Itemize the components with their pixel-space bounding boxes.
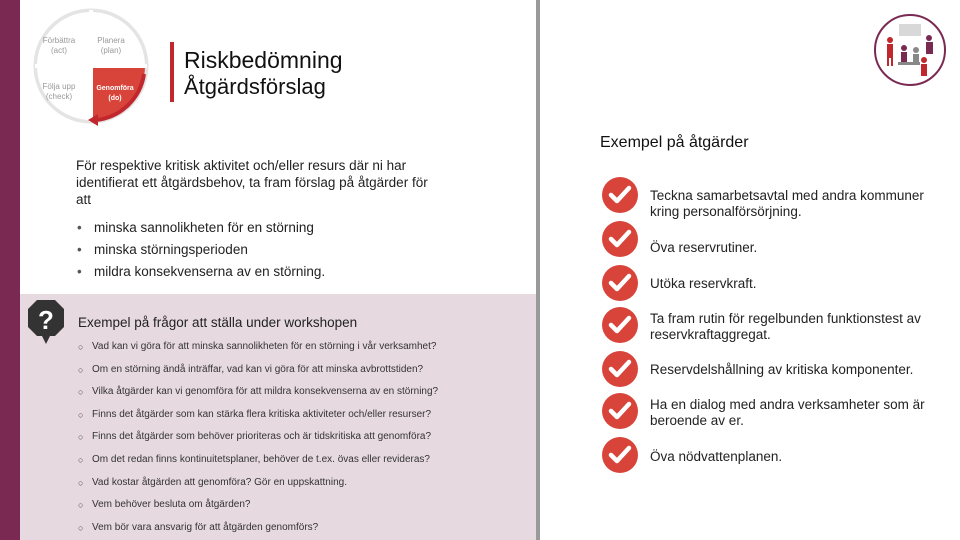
- goal-bullet-item: • minska störningsperioden: [76, 241, 516, 263]
- question-item: ○ Vad kan vi göra för att minska sannolikheten för en störning i vår verksamhet?: [78, 340, 528, 363]
- goal-bullet-item: • mildra konsekvenserna av en störning.: [76, 263, 516, 285]
- left-accent-bar: [0, 0, 20, 540]
- goal-bullet-item: • minska sannolikheten för en störning: [76, 219, 516, 241]
- cycle-label-check: Följa upp (check): [42, 82, 76, 101]
- question-item: ○ Vad kostar åtgärden att genomföra? Gör en uppskattning.: [78, 476, 528, 499]
- intro-text: För respektive kritisk aktivitet och/eller resurs där ni har identifierat ett åtgärdsbehov, ta fram förslag på åtgärder för att: [76, 158, 428, 207]
- people-group-icon: [872, 12, 948, 88]
- pdca-cycle-graphic: [26, 4, 156, 128]
- check-circle-icon: [601, 350, 639, 388]
- workshop-people-logo: [872, 12, 948, 88]
- question-item: ○ Om en störning ändå inträffar, vad kan vi göra för att minska avbrottstiden?: [78, 363, 528, 386]
- action-item: Ta fram rutin för regelbunden funktionstest av reservkraftaggregat.: [650, 311, 921, 342]
- page-subtitle: Åtgärdsförslag: [184, 74, 326, 99]
- cycle-label-act: Förbättra (act): [42, 36, 76, 55]
- actions-title: Exempel på åtgärder: [600, 134, 749, 151]
- action-item: Ha en dialog med andra verksamheter som är beroende av er.: [650, 397, 925, 428]
- check-circle-icon: [601, 220, 639, 258]
- check-circle-icon: [601, 176, 639, 214]
- check-circle-icon: [601, 436, 639, 474]
- question-item: ○ Finns det åtgärder som behöver prioriteras och är tidskritiska att genomföra?: [78, 430, 528, 453]
- check-circle-icon: [601, 306, 639, 344]
- goal-bullet-list: [76, 219, 516, 285]
- action-item: Öva reservrutiner.: [650, 240, 758, 255]
- check-circle-icon: [601, 392, 639, 430]
- page-title: Riskbedömning: [184, 47, 343, 73]
- question-item: ○ Om det redan finns kontinuitetsplaner, behöver de t.ex. övas eller revideras?: [78, 453, 528, 476]
- vertical-divider: [536, 0, 540, 540]
- action-item: Teckna samarbetsavtal med andra kommuner kring personalförsörjning.: [650, 188, 924, 219]
- question-mark-icon: [28, 300, 64, 344]
- question-item: ○ Vem bör vara ansvarig för att åtgärden genomförs?: [78, 521, 528, 540]
- question-item: ○ Vilka åtgärder kan vi genomföra för att mildra konsekvenserna av en störning?: [78, 385, 528, 408]
- action-item: Utöka reservkraft.: [650, 276, 757, 291]
- action-item: Reservdelshållning av kritiska komponenter.: [650, 362, 914, 377]
- question-item: ○ Vem behöver besluta om åtgärden?: [78, 498, 528, 521]
- question-item: ○ Finns det åtgärder som kan stärka flera kritiska aktiviteter och/eller resurser?: [78, 408, 528, 431]
- questions-title: Exempel på frågor att ställa under workshopen: [78, 315, 358, 330]
- pdca-cycle-diagram: [26, 4, 156, 128]
- svg-text:?: ?: [38, 305, 54, 335]
- cycle-label-plan: Planera (plan): [97, 36, 125, 55]
- check-circle-icon: [601, 264, 639, 302]
- title-accent-bar: [170, 42, 174, 102]
- cycle-label-do: Genomföra (do): [96, 85, 134, 102]
- questions-list: [78, 340, 528, 540]
- action-item: Öva nödvattenplanen.: [650, 449, 783, 464]
